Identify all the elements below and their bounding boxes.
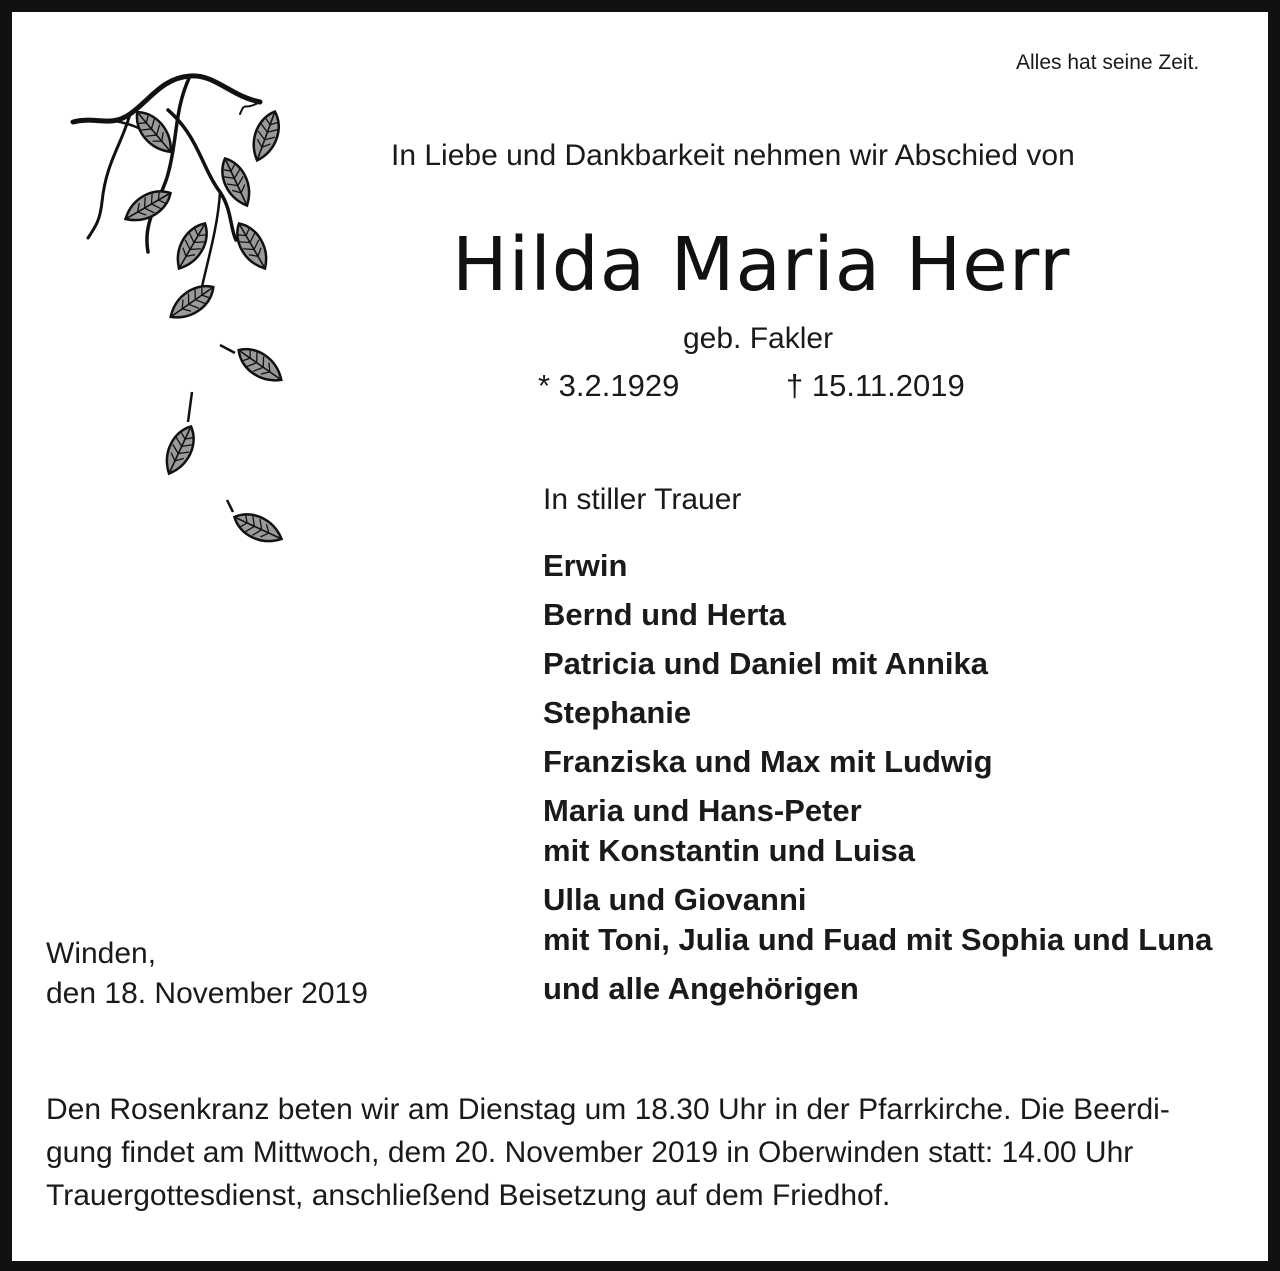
notice-line: Den Rosenkranz beten wir am Dienstag um 18.30 Uhr in der Pfarrkirche. Die Beerdi- bbox=[46, 1093, 1170, 1126]
mourner-entry bbox=[543, 791, 1263, 871]
mourner-line: Ulla und Giovanni bbox=[543, 882, 807, 917]
mourner-line: Franziska und Max mit Ludwig bbox=[543, 744, 993, 779]
maiden-name: geb. Fakler bbox=[683, 322, 834, 355]
date: den 18. November 2019 bbox=[46, 977, 368, 1010]
notice-line: gung findet am Mittwoch, dem 20. November 2019 in Oberwinden statt: 14.00 Uhr bbox=[46, 1136, 1134, 1169]
mourner-entry bbox=[543, 742, 1263, 782]
mourner-line: Bernd und Herta bbox=[543, 597, 786, 632]
intro-line: In Liebe und Dankbarkeit nehmen wir Abschied von bbox=[391, 139, 1075, 172]
grief-line: In stiller Trauer bbox=[543, 483, 742, 516]
place-and-date bbox=[46, 934, 368, 1014]
mourner-entry bbox=[543, 595, 1263, 635]
birth-date: * 3.2.1929 bbox=[538, 368, 680, 403]
mourner-line: und alle Angehörigen bbox=[543, 971, 859, 1006]
mourner-line: Patricia und Daniel mit Annika bbox=[543, 646, 989, 681]
mourner-line: mit Konstantin und Luisa bbox=[543, 833, 915, 868]
place: Winden, bbox=[46, 937, 157, 970]
mourner-line: mit Toni, Julia und Fuad mit Sophia und Luna bbox=[543, 922, 1213, 957]
mourner-entry bbox=[543, 693, 1263, 733]
funeral-notice bbox=[46, 1088, 1238, 1217]
notice-line: Trauergottesdienst, anschließend Beisetzung auf dem Friedhof. bbox=[46, 1179, 891, 1212]
death-date: † 15.11.2019 bbox=[786, 368, 965, 403]
mourner-entry bbox=[543, 644, 1263, 684]
mourner-entry bbox=[543, 546, 1263, 586]
mourner-line: Erwin bbox=[543, 548, 628, 583]
motto: Alles hat seine Zeit. bbox=[1016, 51, 1200, 74]
mourners-list bbox=[543, 546, 1263, 1018]
branch-with-falling-leaves-icon bbox=[70, 70, 310, 560]
mourner-entry bbox=[543, 969, 1263, 1009]
deceased-name: Hilda Maria Herr bbox=[452, 222, 1071, 308]
mourner-entry bbox=[543, 880, 1263, 960]
mourner-line: Maria und Hans-Peter bbox=[543, 793, 862, 828]
mourner-line: Stephanie bbox=[543, 695, 692, 730]
